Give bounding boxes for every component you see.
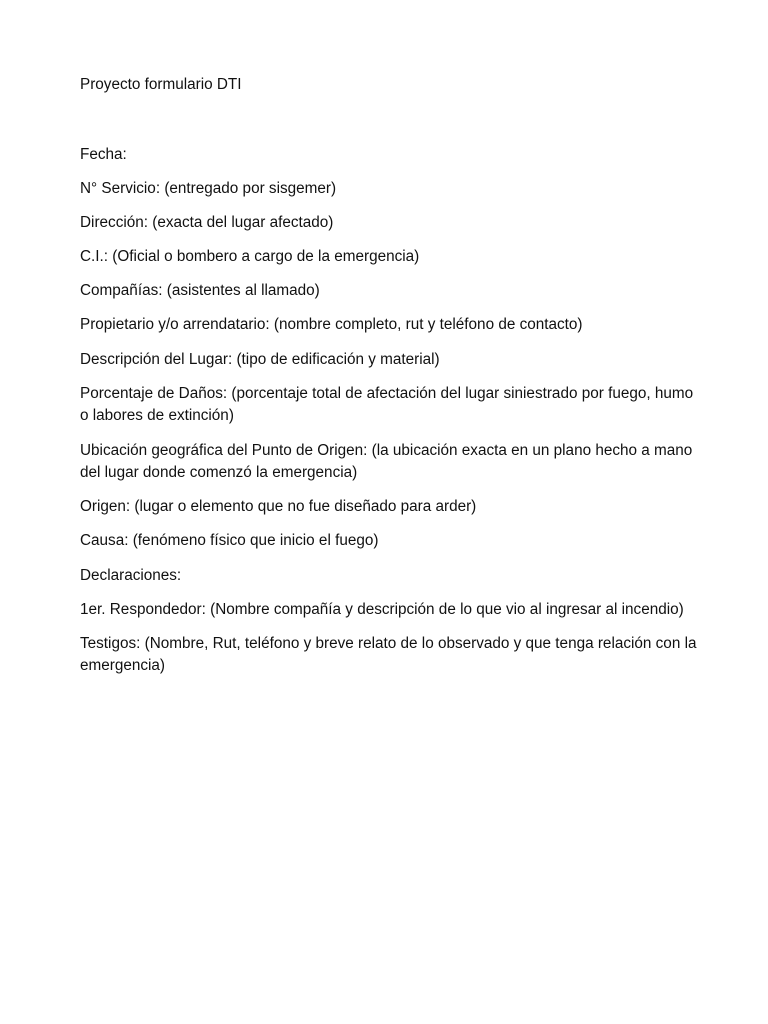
field-testigos: Testigos: (Nombre, Rut, teléfono y breve relato de lo observado y que tenga relación con la emergencia) <box>80 634 697 675</box>
field-ci: C.I.: (Oficial o bombero a cargo de la emergencia) <box>80 248 420 266</box>
field-companias: Compañías: (asistentes al llamado) <box>80 282 320 300</box>
field-fecha: Fecha: <box>80 145 127 163</box>
field-declaraciones: Declaraciones: <box>80 566 182 584</box>
field-direccion: Dirección: (exacta del lugar afectado) <box>80 213 334 231</box>
field-origen: Origen: (lugar o elemento que no fue diseñado para arder) <box>80 498 477 516</box>
field-porcentaje-danos: Porcentaje de Daños: (porcentaje total de afectación del lugar siniestrado por fuego, humo o labores de extinción) <box>80 384 694 425</box>
document-body <box>80 74 700 690</box>
form-fields-list <box>80 144 700 678</box>
field-causa: Causa: (fenómeno físico que inicio el fuego) <box>80 532 379 550</box>
field-propietario: Propietario y/o arrendatario: (nombre completo, rut y teléfono de contacto) <box>80 316 583 334</box>
field-ubicacion-origen: Ubicación geográfica del Punto de Origen: (la ubicación exacta en un plano hecho a mano del lugar donde comenzó la emergencia) <box>80 441 693 481</box>
document-title: Proyecto formulario DTI <box>80 76 242 93</box>
field-primer-respondedor: 1er. Respondedor: (Nombre compañía y descripción de lo que vio al ingresar al incendio) <box>80 600 684 618</box>
field-descripcion-lugar: Descripción del Lugar: (tipo de edificación y material) <box>80 350 440 368</box>
field-numero-servicio: N° Servicio: (entregado por sisgemer) <box>80 179 337 197</box>
